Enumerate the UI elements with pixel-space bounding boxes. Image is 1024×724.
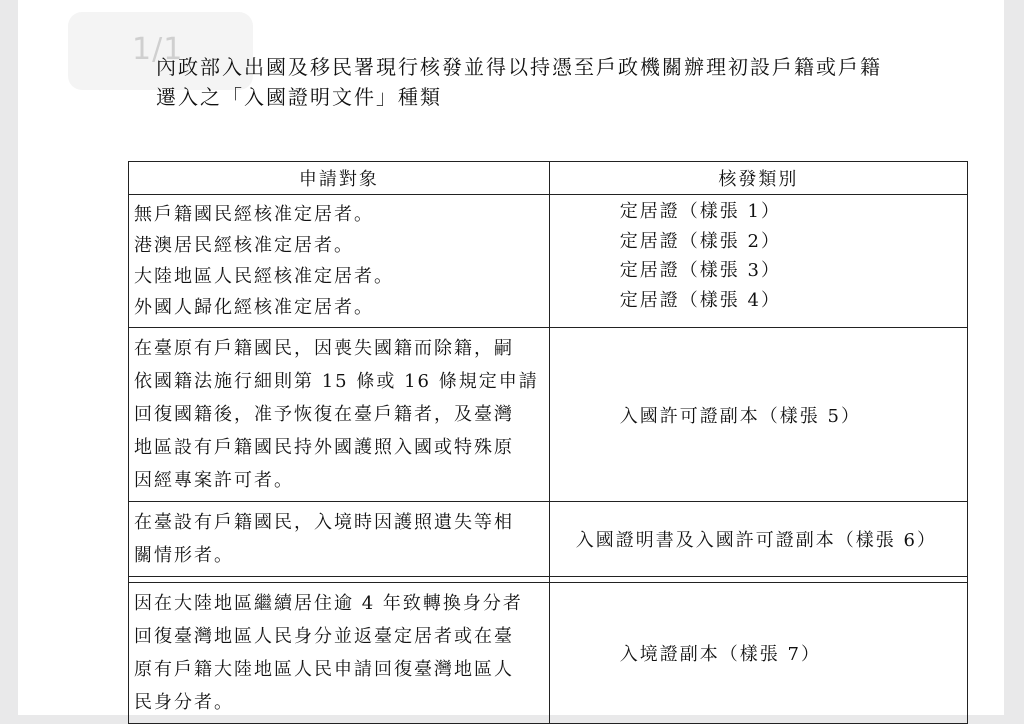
applicant-line: 大陸地區人民經核准定居者。 — [134, 266, 394, 287]
applicant-line: 外國人歸化經核准定居者。 — [134, 297, 374, 318]
entry-certificate-table — [128, 161, 968, 724]
page-indicator-label: 1/1 — [132, 32, 184, 67]
applicant-cell — [129, 502, 550, 577]
header-category: 核發類別 — [549, 162, 967, 195]
applicant-line: 在臺設有戶籍國民，入境時因護照遺失等相 — [134, 512, 514, 533]
applicant-cell — [129, 583, 550, 724]
applicant-cell — [129, 195, 550, 328]
document-page — [18, 0, 1004, 715]
category-item: 定居證（樣張 1） — [619, 201, 781, 222]
category-item: 入國許可證副本（樣張 5） — [619, 405, 861, 427]
applicant-line: 依國籍法施行細則第 15 條或 16 條規定申請 — [134, 371, 539, 392]
applicant-line: 回復國籍後，准予恢復在臺戶籍者，及臺灣 — [134, 404, 514, 425]
category-cell — [549, 502, 967, 577]
document-title — [156, 52, 936, 112]
category-item: 定居證（樣張 4） — [619, 289, 781, 311]
category-item: 入境證副本（樣張 7） — [619, 644, 821, 665]
category-cell — [549, 583, 967, 724]
applicant-line: 港澳居民經核准定居者。 — [134, 235, 354, 256]
applicant-line: 因在大陸地區繼續居住逾 4 年致轉換身分者 — [134, 593, 523, 614]
table-row — [129, 502, 968, 577]
category-cell — [549, 328, 967, 502]
table-header-row — [129, 162, 968, 195]
applicant-cell — [129, 328, 550, 502]
category-item: 入國證明書及入國許可證副本（樣張 6） — [575, 530, 937, 551]
category-item: 定居證（樣張 3） — [619, 260, 781, 281]
applicant-line: 地區設有戶籍國民持外國護照入國或特殊原 — [134, 437, 514, 458]
applicant-line: 在臺原有戶籍國民，因喪失國籍而除籍，嗣 — [134, 338, 514, 359]
table-row — [129, 195, 968, 328]
category-cell — [549, 195, 967, 328]
applicant-line: 關情形者。 — [134, 545, 234, 566]
applicant-line: 無戶籍國民經核准定居者。 — [134, 204, 374, 225]
applicant-line: 民身分者。 — [134, 692, 234, 713]
document-title-line: 遷入之「入國證明文件」種類 — [156, 85, 442, 109]
table-row — [129, 583, 968, 724]
category-item: 定居證（樣張 2） — [619, 230, 781, 252]
applicant-line: 原有戶籍大陸地區人民申請回復臺灣地區人 — [134, 659, 514, 680]
document-title-line: 內政部入出國及移民署現行核發並得以持憑至戶政機關辦理初設戶籍或戶籍 — [156, 55, 882, 79]
applicant-line: 回復臺灣地區人民身分並返臺定居者或在臺 — [134, 626, 514, 647]
applicant-line: 因經專案許可者。 — [134, 470, 294, 491]
header-applicant: 申請對象 — [129, 162, 550, 195]
table-row — [129, 328, 968, 502]
